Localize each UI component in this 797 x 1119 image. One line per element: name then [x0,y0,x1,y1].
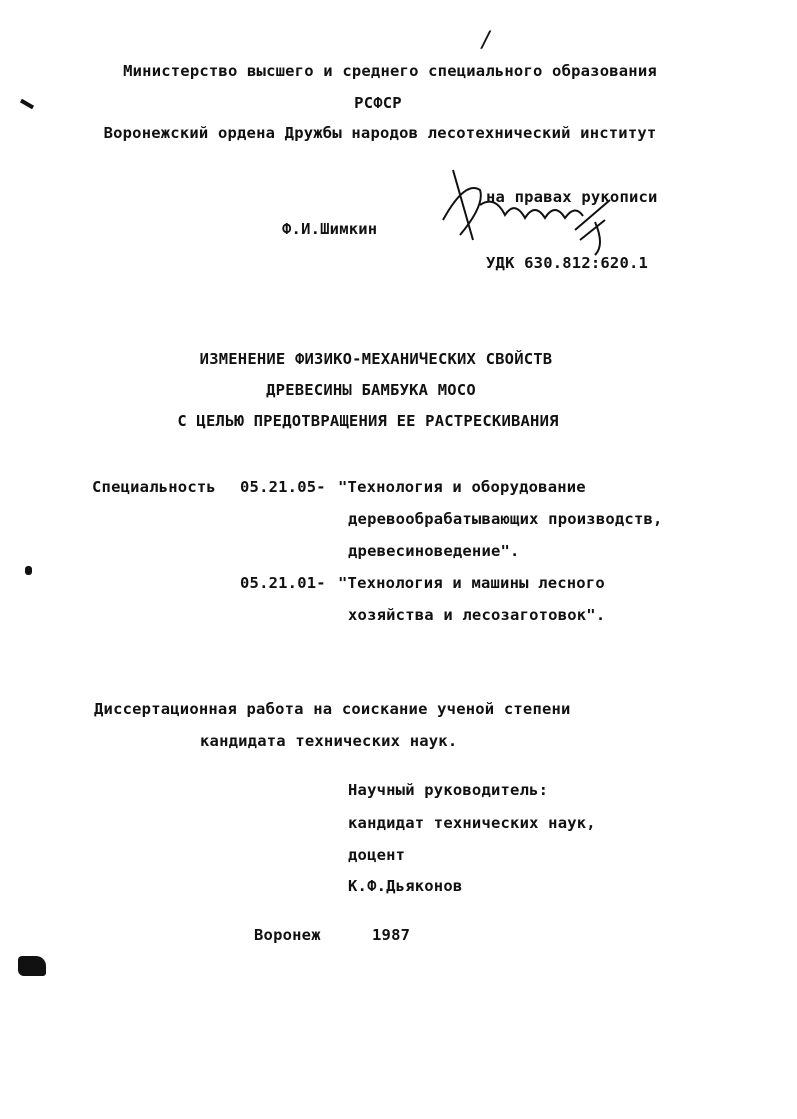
dissertation-line-2: кандидата технических наук. [200,732,458,750]
supervisor-name: К.Ф.Дьяконов [348,877,463,895]
supervisor-degree: кандидат технических наук, [348,814,596,832]
scan-mark-middle [25,566,32,575]
scan-mark-top [20,99,34,109]
ministry-line: Министерство высшего и среднего специального образования [123,62,657,80]
speciality-desc-1-line-2: деревообрабатывающих производств, [348,510,663,528]
speciality-code-2: 05.21.01- [240,574,326,592]
speciality-label: Специальность [92,478,216,496]
title-line-3: С ЦЕЛЬЮ ПРЕДОТВРАЩЕНИЯ ЕЕ РАСТРЕСКИВАНИЯ [177,412,559,430]
author-name: Ф.И.Шимкин [282,220,378,238]
supervisor-title: доцент [348,846,406,864]
scan-mark-bottom [18,956,46,976]
republic-line: РСФСР [354,94,402,112]
title-line-2: ДРЕВЕСИНЫ БАМБУКА МОСО [266,381,476,399]
rights-note: на правах рукописи [486,188,658,206]
title-line-1: ИЗМЕНЕНИЕ ФИЗИКО-МЕХАНИЧЕСКИХ СВОЙСТВ [199,350,553,368]
dissertation-line-1: Диссертационная работа на соискание ученой степени [94,700,571,718]
speciality-code-1: 05.21.05- [240,478,326,496]
udc-code: УДК 630.812:620.1 [486,254,649,272]
footer-year: 1987 [372,926,411,944]
signature [425,160,625,260]
supervisor-label: Научный руководитель: [348,781,549,799]
footer-city: Воронеж [254,926,321,944]
page-number: / [480,28,494,53]
speciality-desc-1-line-3: древесиноведение". [348,542,520,560]
speciality-desc-1-line-1: "Технология и оборудование [338,478,586,496]
institute-line: Воронежский ордена Дружбы народов лесотехнический институт [103,124,657,142]
speciality-desc-2-line-2: хозяйства и лесозаготовок". [348,606,606,624]
speciality-desc-2-line-1: "Технология и машины лесного [338,574,605,592]
